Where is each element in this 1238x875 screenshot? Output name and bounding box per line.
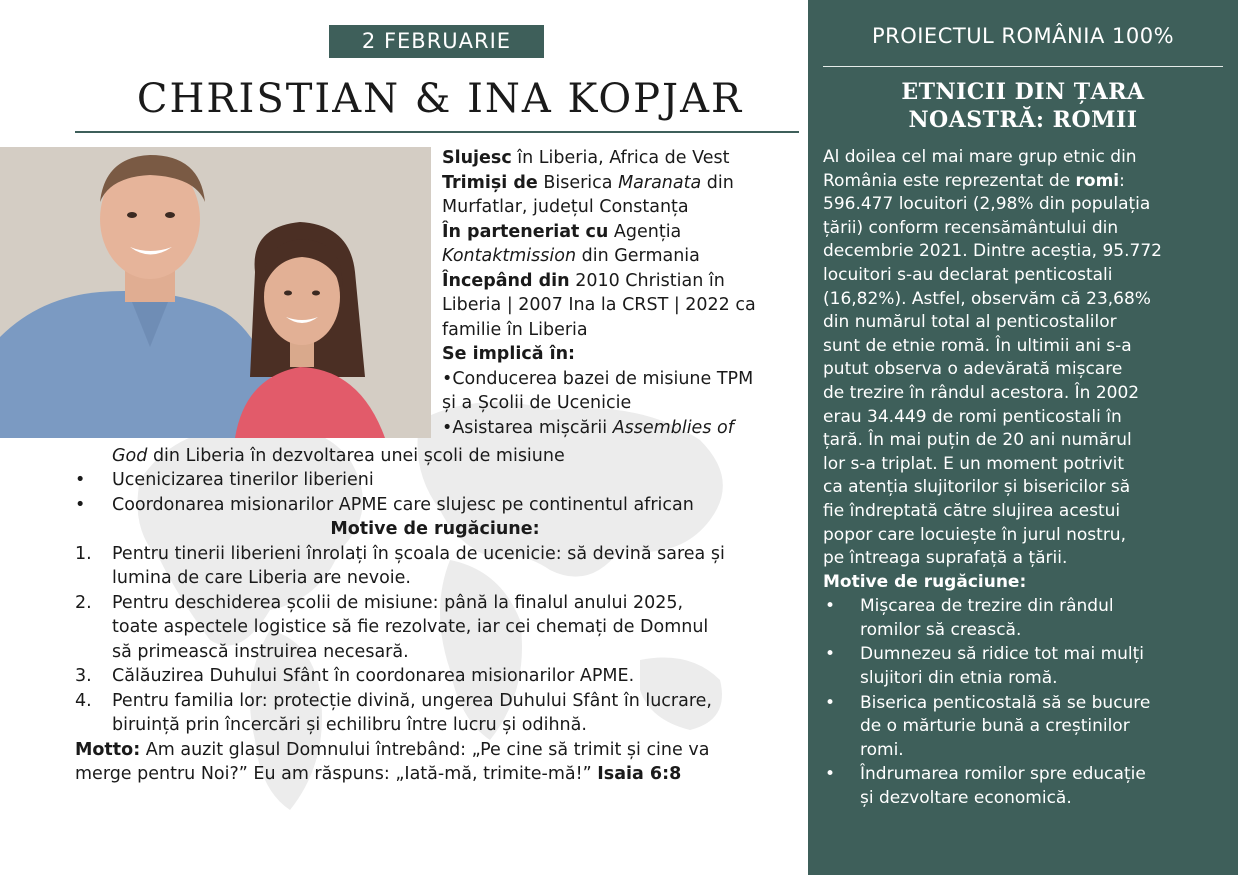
bullet-text: Ucenicizarea tinerilor liberieni [112, 470, 374, 490]
body-line [823, 170, 1228, 194]
body-line: 596.477 locuitori (2,98% din populația [823, 194, 1151, 215]
prayer-number: 3. [75, 666, 92, 686]
bullet-mark: • [825, 596, 836, 617]
involved-item-2-em: Assemblies of [612, 417, 734, 438]
body-line-text: România este reprezentat de [823, 170, 1076, 191]
church-name: Maranata [618, 172, 702, 193]
involved-item-2-cont-text: din Liberia în dezvoltarea unei școli de misiune [147, 445, 565, 466]
serve-label: Slujesc [442, 148, 512, 168]
panel-prayer-item [823, 763, 1228, 810]
start-line-3: familie în Liberia [442, 319, 588, 340]
bullet-mark: • [825, 764, 836, 785]
motto [75, 738, 795, 787]
prayer-text [112, 689, 795, 738]
start-line [442, 269, 804, 294]
main-text-flow [75, 419, 795, 787]
prayer-item [75, 591, 795, 665]
bullet-item [75, 493, 795, 518]
prayer-line: și dezvoltare economică. [860, 788, 1072, 809]
prayer-text: Călăuzirea Duhului Sfânt în coordonarea misionarilor APME. [112, 666, 635, 686]
prayer-line: biruință prin încercări și echilibru între lucru și odihnă. [112, 715, 587, 735]
project-divider [823, 66, 1223, 67]
panel-prayer-text [860, 643, 1228, 690]
body-line: decembrie 2021. Dintre aceștia, 95.772 [823, 241, 1162, 262]
motto-label: Motto: [75, 739, 141, 760]
body-line: locuitori s-au declarat penticostali [823, 264, 1113, 285]
involved-item-1: •Conducerea bazei de misiune TPM [442, 368, 754, 389]
sent-line [442, 171, 804, 196]
prayer-line: lumina de care Liberia are nevoie. [112, 568, 411, 588]
sent-label: Trimiși de [442, 172, 538, 193]
bullet-item [75, 468, 795, 493]
body-line: (16,82%). Astfel, observăm că 23,68% [823, 288, 1151, 309]
prayer-item [75, 542, 795, 591]
sent-line-2: Murfatlar, județul Constanța [442, 197, 689, 217]
prayer-line: să primească instruirea necesară. [112, 641, 409, 662]
involved-heading [442, 342, 804, 367]
prayer-line: Biserica penticostală să se bucure [860, 692, 1151, 713]
prayer-item [75, 689, 795, 738]
start-label: Începând din [442, 270, 570, 291]
body-line: țării) conform recensământului din [823, 217, 1119, 238]
section-body [823, 146, 1228, 811]
sent-text: Biserica [537, 172, 619, 193]
section-title-line: NOASTRĂ: ROMII [908, 107, 1138, 133]
prayer-text [112, 542, 795, 591]
panel-prayer-item [823, 595, 1228, 642]
body-line: lor s-a triplat. E un moment potrivit [823, 453, 1125, 474]
involved-item-2-cont-em: God [112, 445, 148, 466]
panel-prayer-list [823, 595, 1228, 810]
motto-text: Am auzit glasul Domnului întrebând: „Pe cine să trimit și cine va [140, 739, 710, 760]
body-line: sunt de etnie romă. În ultimii ani s-a [823, 335, 1132, 356]
body-line: fie îndreptată către slujirea acestui [823, 500, 1121, 521]
title-divider [75, 131, 799, 133]
highlight-word: romi [1075, 170, 1120, 191]
panel-prayer-text [860, 595, 1228, 642]
prayer-line: slujitori din etnia romă. [860, 668, 1058, 689]
prayer-line: Dumnezeu să ridice tot mai mulți [860, 644, 1145, 665]
prayer-line: romi. [860, 739, 904, 760]
partner-text: Agenția [608, 221, 682, 242]
bullet-text: Coordonarea misionarilor APME care slujesc pe continentul african [112, 494, 694, 515]
missionary-info [442, 146, 804, 440]
start-text: 2010 Christian în [569, 270, 725, 291]
involved-item-2-cont [75, 444, 795, 469]
body-line: Al doilea cel mai mare grup etnic din [823, 147, 1137, 167]
motto-text-2: merge pentru Noi?” Eu am răspuns: „Iată-mă, trimite-mă!” [75, 764, 598, 784]
prayer-item [75, 664, 795, 689]
bullet-mark: • [825, 692, 836, 713]
body-line: putut observa o adevărată mișcare [823, 359, 1123, 380]
prayer-text [112, 591, 795, 665]
panel-prayer-text [860, 692, 1228, 763]
date-badge: 2 FEBRUARIE [329, 25, 544, 58]
prayer-line: Pentru familia lor: protecție divină, ungerea Duhului Sfânt în lucrare, [112, 690, 712, 711]
prayer-line: Îndrumarea romilor spre educație [860, 764, 1146, 785]
prayer-line: de o mărturie bună a creștinilor [860, 716, 1130, 737]
section-title [823, 78, 1223, 134]
partner-agency: Kontaktmission [442, 246, 577, 266]
missionary-couple-photo [0, 147, 431, 438]
panel-prayer-text [860, 763, 1228, 810]
prayer-number: 1. [75, 543, 92, 564]
prayer-heading: Motive de rugăciune: [330, 519, 540, 539]
spacer [75, 419, 795, 444]
prayer-line: Pentru deschiderea școlii de misiune: până la finalul anului 2025, [112, 592, 684, 613]
panel-prayer-item [823, 643, 1228, 690]
involved-label: Se implică în: [442, 344, 576, 364]
bullet-mark: • [75, 470, 86, 490]
prayer-line: romilor să crească. [860, 619, 1022, 640]
prayer-number: 2. [75, 592, 92, 613]
prayer-line: Pentru tinerii liberieni înrolați în școala de ucenicie: să devină sarea și [112, 543, 725, 564]
body-line: erau 34.449 de romi penticostali în [823, 406, 1122, 427]
motto-reference: Isaia 6:8 [597, 764, 682, 784]
panel-prayer-item [823, 692, 1228, 763]
bullet-mark: • [75, 494, 86, 515]
missionary-names-title: CHRISTIAN & INA KOPJAR [136, 76, 744, 122]
body-line: țară. În mai puțin de 20 ani numărul [823, 430, 1132, 451]
bullet-mark: • [825, 644, 836, 665]
prayer-line: toate aspectele logistice să fie rezolvate, iar cei chemați de Domnul [112, 617, 709, 637]
sent-text-2: din [701, 172, 734, 193]
section-title-line: ETNICII DIN ȚARA [901, 79, 1145, 105]
involved-item-2-text: •Asistarea mișcării [442, 417, 613, 438]
project-title: PROIECTUL ROMÂNIA 100% [871, 24, 1175, 48]
panel-prayer-heading: Motive de rugăciune: [823, 571, 1027, 592]
body-line: popor care locuiește în jurul nostru, [823, 524, 1126, 545]
partner-text-2: din Germania [576, 246, 700, 266]
partner-line-2 [442, 244, 804, 269]
partner-label: În parteneriat cu [442, 221, 609, 242]
start-line-2: Liberia | 2007 Ina la CRST | 2022 ca [442, 295, 756, 315]
serve-line [442, 146, 804, 171]
serve-text: în Liberia, Africa de Vest [511, 148, 730, 168]
body-line: de trezire în rândul acestora. În 2002 [823, 382, 1140, 403]
partner-line [442, 220, 804, 245]
body-line: din numărul total al penticostalilor [823, 312, 1117, 333]
involved-item-1-cont: și a Școlii de Ucenicie [442, 393, 632, 413]
body-line: ca atenția slujitorilor și bisericilor să [823, 477, 1131, 498]
prayer-line: Mișcarea de trezire din rândul [860, 596, 1114, 617]
project-panel [808, 0, 1238, 875]
body-line: pe întreaga suprafață a țării. [823, 548, 1068, 569]
prayer-number: 4. [75, 690, 92, 711]
highlight-suffix: : [1119, 170, 1125, 191]
